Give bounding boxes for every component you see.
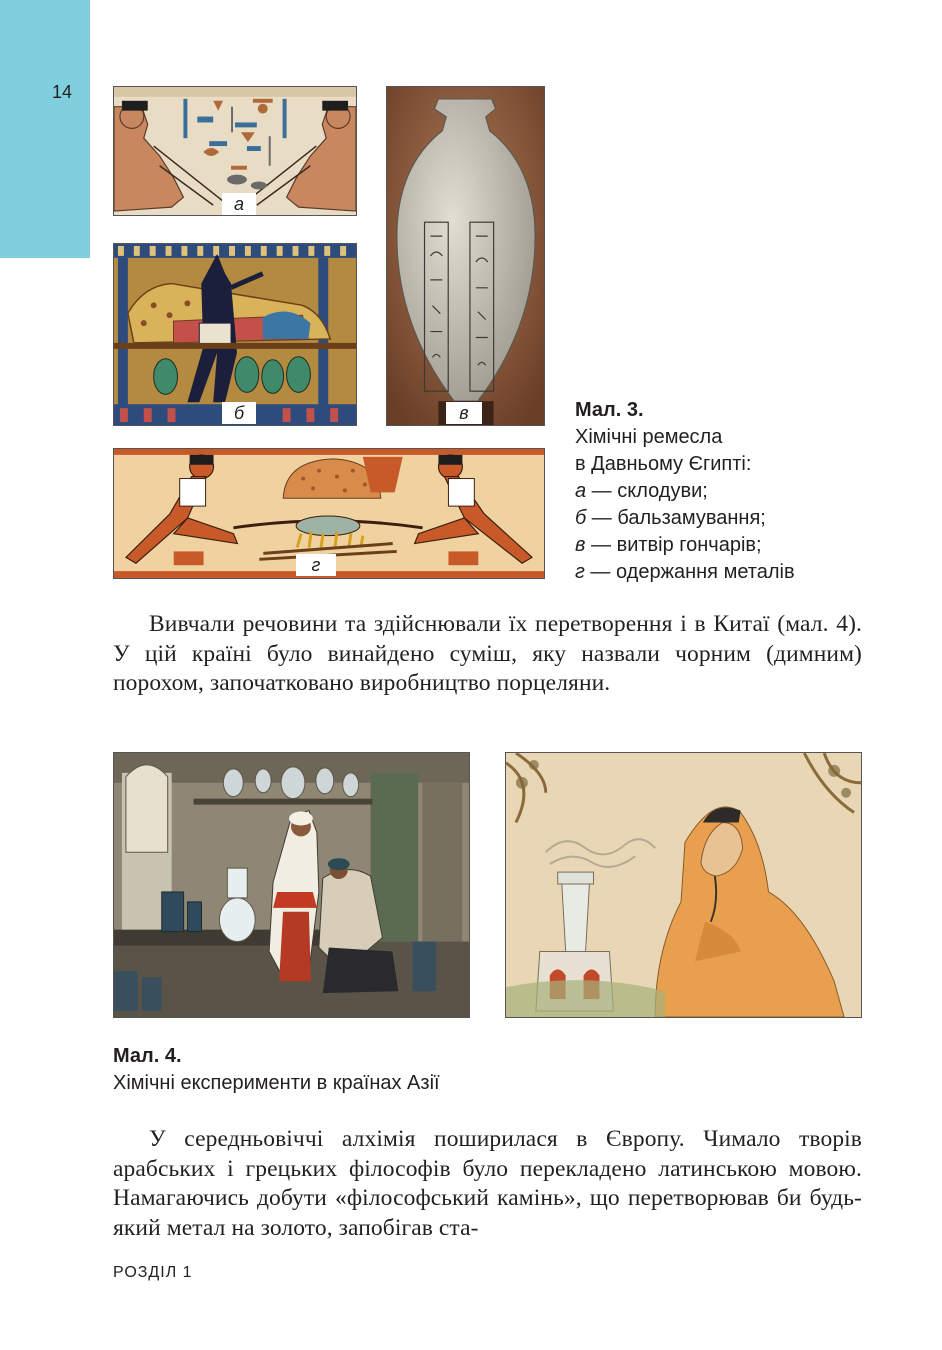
body-paragraph-1: Вивчали речовини та здійснювали їх перетворення і в Китаї (мал. 4). У цій країні було винайдено суміш, яку назвали чорним (димним) порохом, започатковано виробництво порцеляни. bbox=[113, 611, 862, 696]
figure3-item-letter: г bbox=[575, 561, 585, 583]
figure3-item-letter: б bbox=[575, 507, 587, 529]
figure3-title: Мал. 3. bbox=[575, 399, 644, 421]
figure3-item bbox=[575, 532, 795, 559]
figure3-image-b bbox=[113, 243, 357, 426]
figure3-caption bbox=[575, 397, 795, 586]
figure3-item-letter: а bbox=[575, 480, 587, 502]
figure3-item-text: — склодуви; bbox=[586, 480, 708, 502]
figure3-item-text: — одержання металів bbox=[584, 561, 795, 583]
figure3-item bbox=[575, 559, 795, 586]
figure3-item-text: — бальзамування; bbox=[586, 507, 766, 529]
chapter-tab bbox=[0, 0, 90, 258]
figure3-caption-line: в Давньому Єгипті: bbox=[575, 453, 752, 475]
figure3-label-a: а bbox=[222, 193, 256, 215]
figure3-label-v: в bbox=[446, 402, 482, 424]
figure3-item-letter: в bbox=[575, 534, 586, 556]
figure3-label-b: б bbox=[222, 402, 256, 424]
figure3-item bbox=[575, 478, 795, 505]
figure3-image-v bbox=[386, 86, 545, 426]
figure4-caption bbox=[113, 1043, 440, 1097]
figure4-title: Мал. 4. bbox=[113, 1045, 182, 1067]
figure4-caption-text: Хімічні експерименти в країнах Азії bbox=[113, 1072, 440, 1094]
figure3-item bbox=[575, 505, 795, 532]
body-paragraph-2: У середньовіччі алхімія поширилася в Європу. Чимало творів арабських і грецьких філософів було перекладено латинською мовою. Намагаючись добути «філософський камінь», що перетворював би будь-який метал на золото, запобігав ста- bbox=[113, 1126, 862, 1241]
figure3-label-g: г bbox=[296, 554, 336, 576]
section-footer: РОЗДІЛ 1 bbox=[113, 1264, 193, 1281]
figure4-image-right bbox=[505, 752, 862, 1018]
figure4-image-left bbox=[113, 752, 470, 1018]
page-number: 14 bbox=[52, 82, 73, 102]
figure3-caption-line: Хімічні ремесла bbox=[575, 426, 723, 448]
figure3-item-text: — витвір гончарів; bbox=[585, 534, 762, 556]
